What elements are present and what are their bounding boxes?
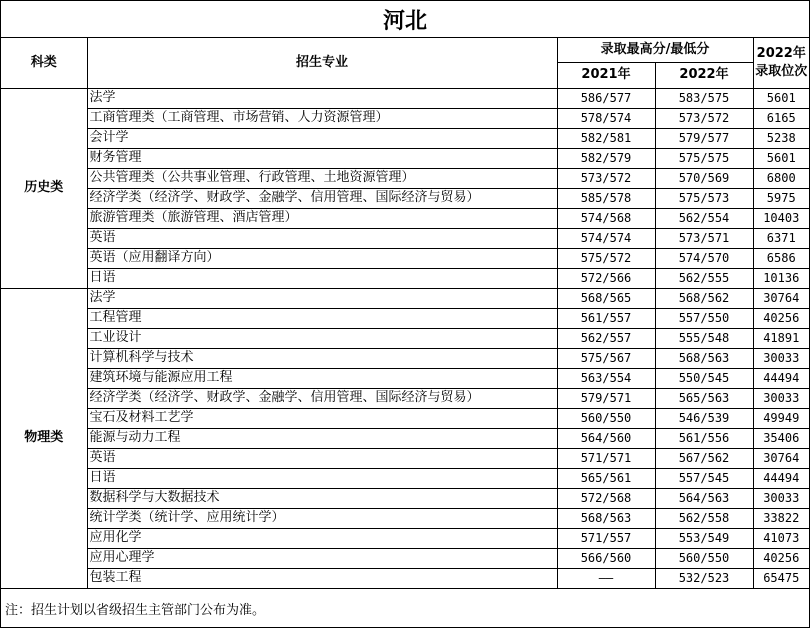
header-year-2022: 2022年	[655, 62, 753, 88]
score-2022-cell: 568/562	[655, 288, 753, 308]
score-2022-cell: 575/575	[655, 148, 753, 168]
score-2021-cell: 585/578	[557, 188, 655, 208]
score-2021-cell: 562/557	[557, 328, 655, 348]
header-year-2021: 2021年	[557, 62, 655, 88]
table-row	[1, 468, 809, 488]
score-2021-cell: 574/574	[557, 228, 655, 248]
rank-cell: 6586	[753, 248, 809, 268]
table-row	[1, 248, 809, 268]
score-2022-cell: 557/550	[655, 308, 753, 328]
table-row	[1, 168, 809, 188]
table-row	[1, 288, 809, 308]
table-row	[1, 508, 809, 528]
table-row	[1, 88, 809, 108]
rank-cell: 30033	[753, 388, 809, 408]
rank-cell: 40256	[753, 548, 809, 568]
score-2022-cell: 553/549	[655, 528, 753, 548]
header-rank-line1: 2022年	[756, 45, 806, 61]
table-row	[1, 408, 809, 428]
header-category: 科类	[1, 38, 87, 88]
major-cell: 统计学类（统计学、应用统计学）	[87, 508, 557, 528]
rank-cell: 5601	[753, 88, 809, 108]
page-title: 河北	[1, 1, 809, 38]
score-2021-cell: 571/557	[557, 528, 655, 548]
major-cell: 经济学类（经济学、财政学、金融学、信用管理、国际经济与贸易）	[87, 188, 557, 208]
major-cell: 能源与动力工程	[87, 428, 557, 448]
table-row	[1, 228, 809, 248]
rank-cell: 33822	[753, 508, 809, 528]
table-row	[1, 268, 809, 288]
score-2022-cell: 573/572	[655, 108, 753, 128]
table-row	[1, 348, 809, 368]
major-cell: 包装工程	[87, 568, 557, 588]
score-2021-cell: 572/566	[557, 268, 655, 288]
major-cell: 法学	[87, 88, 557, 108]
score-2021-cell: 566/560	[557, 548, 655, 568]
table-row	[1, 388, 809, 408]
major-cell: 应用化学	[87, 528, 557, 548]
major-cell: 数据科学与大数据技术	[87, 488, 557, 508]
header-rank	[753, 38, 809, 88]
score-2022-cell: 564/563	[655, 488, 753, 508]
rank-cell: 44494	[753, 368, 809, 388]
score-2021-cell: 579/571	[557, 388, 655, 408]
score-2021-cell: 560/550	[557, 408, 655, 428]
table-row	[1, 428, 809, 448]
major-cell: 公共管理类（公共事业管理、行政管理、土地资源管理）	[87, 168, 557, 188]
score-2022-cell: 532/523	[655, 568, 753, 588]
major-cell: 日语	[87, 468, 557, 488]
score-2022-cell: 567/562	[655, 448, 753, 468]
score-2021-cell: 561/557	[557, 308, 655, 328]
header-score-group: 录取最高分/最低分	[557, 38, 753, 62]
table-row	[1, 328, 809, 348]
rank-cell: 30764	[753, 288, 809, 308]
rank-cell: 40256	[753, 308, 809, 328]
score-2021-cell: 582/581	[557, 128, 655, 148]
score-2022-cell: 568/563	[655, 348, 753, 368]
major-cell: 工程管理	[87, 308, 557, 328]
table-row	[1, 528, 809, 548]
rank-cell: 41073	[753, 528, 809, 548]
table-row	[1, 148, 809, 168]
table-row	[1, 308, 809, 328]
rank-cell: 65475	[753, 568, 809, 588]
major-cell: 法学	[87, 288, 557, 308]
rank-cell: 35406	[753, 428, 809, 448]
table-row	[1, 568, 809, 588]
score-2021-cell: 568/565	[557, 288, 655, 308]
score-2021-cell: 575/567	[557, 348, 655, 368]
score-2022-cell: 561/556	[655, 428, 753, 448]
score-2022-cell: 575/573	[655, 188, 753, 208]
score-2021-cell: 571/571	[557, 448, 655, 468]
rank-cell: 30033	[753, 488, 809, 508]
major-cell: 工业设计	[87, 328, 557, 348]
header-rank-line2: 录取位次	[755, 63, 808, 79]
footnote: 注：招生计划以省级招生主管部门公布为准。	[1, 588, 809, 627]
score-2022-cell: 555/548	[655, 328, 753, 348]
rank-cell: 10403	[753, 208, 809, 228]
category-cell: 历史类	[1, 88, 87, 288]
table-row	[1, 108, 809, 128]
table-row	[1, 548, 809, 568]
table-row	[1, 488, 809, 508]
major-cell: 英语	[87, 448, 557, 468]
score-2022-cell: 562/555	[655, 268, 753, 288]
major-cell: 应用心理学	[87, 548, 557, 568]
score-2022-cell: 565/563	[655, 388, 753, 408]
major-cell: 英语（应用翻译方向）	[87, 248, 557, 268]
rank-cell: 6165	[753, 108, 809, 128]
table-row	[1, 188, 809, 208]
major-cell: 财务管理	[87, 148, 557, 168]
major-cell: 会计学	[87, 128, 557, 148]
major-cell: 旅游管理类（旅游管理、酒店管理）	[87, 208, 557, 228]
major-cell: 宝石及材料工艺学	[87, 408, 557, 428]
major-cell: 日语	[87, 268, 557, 288]
rank-cell: 30764	[753, 448, 809, 468]
rank-cell: 44494	[753, 468, 809, 488]
score-2021-cell: 578/574	[557, 108, 655, 128]
major-cell: 计算机科学与技术	[87, 348, 557, 368]
score-2022-cell: 560/550	[655, 548, 753, 568]
score-2021-cell: 574/568	[557, 208, 655, 228]
score-2021-cell: ——	[557, 568, 655, 588]
admission-table	[1, 38, 809, 589]
score-2021-cell: 582/579	[557, 148, 655, 168]
major-cell: 英语	[87, 228, 557, 248]
score-2022-cell: 579/577	[655, 128, 753, 148]
table-row	[1, 368, 809, 388]
score-2022-cell: 546/539	[655, 408, 753, 428]
score-2022-cell: 557/545	[655, 468, 753, 488]
category-cell: 物理类	[1, 288, 87, 588]
score-2021-cell: 586/577	[557, 88, 655, 108]
table-row	[1, 208, 809, 228]
rank-cell: 6371	[753, 228, 809, 248]
score-2021-cell: 568/563	[557, 508, 655, 528]
table-row	[1, 448, 809, 468]
rank-cell: 6800	[753, 168, 809, 188]
table-row	[1, 128, 809, 148]
score-2022-cell: 570/569	[655, 168, 753, 188]
major-cell: 工商管理类（工商管理、市场营销、人力资源管理）	[87, 108, 557, 128]
score-2021-cell: 563/554	[557, 368, 655, 388]
score-2022-cell: 573/571	[655, 228, 753, 248]
rank-cell: 5238	[753, 128, 809, 148]
score-2021-cell: 575/572	[557, 248, 655, 268]
score-2022-cell: 562/554	[655, 208, 753, 228]
score-2022-cell: 550/545	[655, 368, 753, 388]
rank-cell: 10136	[753, 268, 809, 288]
rank-cell: 5975	[753, 188, 809, 208]
rank-cell: 30033	[753, 348, 809, 368]
score-2021-cell: 572/568	[557, 488, 655, 508]
score-2021-cell: 564/560	[557, 428, 655, 448]
rank-cell: 49949	[753, 408, 809, 428]
score-2022-cell: 583/575	[655, 88, 753, 108]
major-cell: 经济学类（经济学、财政学、金融学、信用管理、国际经济与贸易）	[87, 388, 557, 408]
score-2021-cell: 565/561	[557, 468, 655, 488]
score-2022-cell: 574/570	[655, 248, 753, 268]
score-2022-cell: 562/558	[655, 508, 753, 528]
header-major: 招生专业	[87, 38, 557, 88]
score-2021-cell: 573/572	[557, 168, 655, 188]
rank-cell: 41891	[753, 328, 809, 348]
table-body	[1, 88, 809, 588]
rank-cell: 5601	[753, 148, 809, 168]
major-cell: 建筑环境与能源应用工程	[87, 368, 557, 388]
